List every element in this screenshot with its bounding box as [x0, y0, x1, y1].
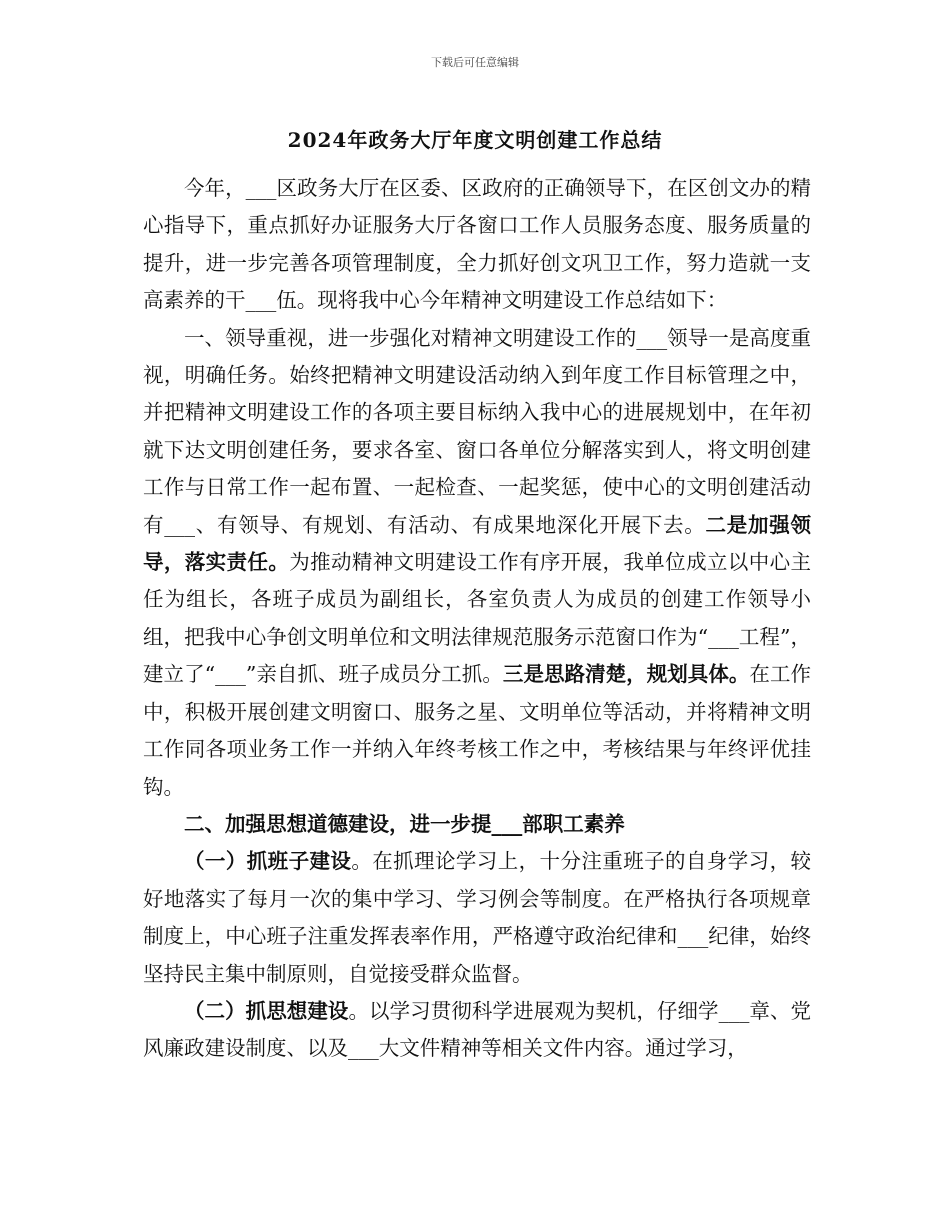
paragraph-section-1 — [143, 320, 811, 806]
section-1-text-c: 为推动精神文明建设工作有序开展，我单位成立以中心主任为组长，各班子成员为副组长，各室负责人为成员的创建工作领导小组，把我中心争创文明单位和文明法律规范服务示范窗口作为“___工程”，建立了“___”亲自抓、班子成员分工抓。 — [143, 550, 812, 687]
section-2-heading: 二、加强思想道德建设，进一步提___部职工素养 — [184, 811, 625, 836]
paragraph-intro — [143, 170, 811, 320]
section-1-bold-d: 三是思路清楚，规划具体。 — [502, 662, 750, 687]
sub-2-text: 。以学习贯彻科学进展观为契机，仔细学___章、党风廉政建设制度、以及___大文件精神等相关文件内容。通过学习， — [143, 998, 812, 1061]
header-note: 下载后可任意编辑 — [431, 56, 519, 69]
paragraph-sub-1 — [143, 843, 811, 993]
paragraph-intro-text: 今年，___区政务大厅在区委、区政府的正确领导下，在区创文办的精心指导下，重点抓好办证服务大厅各窗口工作人员服务态度、服务质量的提升，进一步完善各项管理制度，全力抓好创文巩卫工作，努力造就一支高素养的干___伍。现将我中心今年精神文明建设工作总结如下： — [143, 176, 811, 313]
paragraph-sub-2 — [143, 993, 811, 1068]
document-body — [143, 170, 811, 1068]
document-title: 2024年政务大厅年度文明创建工作总结 — [287, 128, 663, 152]
sub-1-heading: （一）抓班子建设 — [184, 849, 352, 874]
section-1-text-a: 一、领导重视，进一步强化对精神文明建设工作的___领导一是高度重视，明确任务。始终把精神文明建设活动纳入到年度工作目标管理之中，并把精神文明建设工作的各项主要目标纳入我中心的进展规划中，在年初就下达文明创建任务，要求各室、窗口各单位分解落实到人，将文明创建工作与日常工作一起布置、一起检查、一起奖惩，使中心的文明创建活动有___、有领导、有规划、有活动、有成果地深化开展下去。 — [143, 325, 811, 537]
section-1-bold-b: 二是加强领导，落实责任。 — [143, 512, 812, 575]
sub-2-heading: （二）抓思想建设 — [184, 998, 349, 1023]
section-1-text-e: 在工作中，积极开展创建文明窗口、服务之星、文明单位等活动，并将精神文明工作同各项业务工作一并纳入年终考核工作之中，考核结果与年终评优挂钩。 — [143, 662, 812, 799]
sub-1-text: 。在抓理论学习上，十分注重班子的自身学习，较好地落实了每月一次的集中学习、学习例会等制度。在严格执行各项规章制度上，中心班子注重发挥表率作用，严格遵守政治纪律和___纪律，始终坚持民主集中制原则，自觉接受群众监督。 — [143, 849, 812, 986]
